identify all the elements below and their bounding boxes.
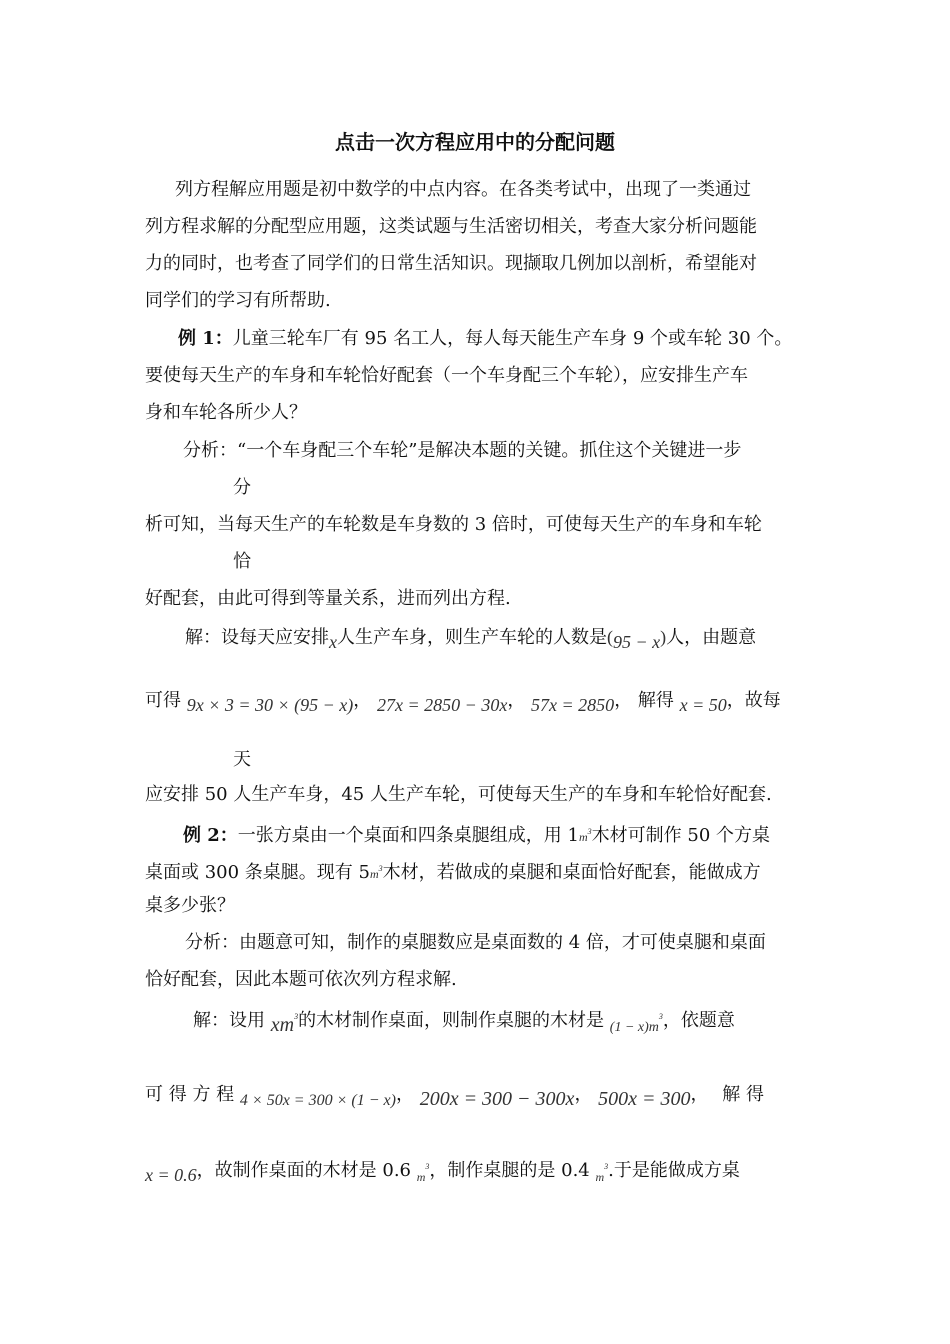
result-2-text-a: ，故制作桌面的木材是 0.6 <box>196 1160 411 1181</box>
example-1-text: 儿童三轮车厂有 95 名工人，每人每天能生产车身 9 个或车轮 30 个。 <box>232 328 793 349</box>
solve-word-1: 解得 <box>637 690 674 711</box>
result-2-text-c: .于是能做成方桌 <box>608 1160 740 1181</box>
example-2-solution-line <box>193 1005 735 1035</box>
example-1-colon: ： <box>214 328 233 349</box>
solution-1-text-b: 人生产车身，则生产车轮的人数是 <box>337 627 607 648</box>
equation-1c: 57x = 2850 <box>531 695 615 715</box>
solve-word-2: 解 得 <box>722 1084 765 1105</box>
equation-1-suffix: ，故每 <box>726 690 781 711</box>
comma-6: ， <box>690 1084 709 1105</box>
intro-line-3: 力的同时，也考查了同学们的日常生活知识。现撷取几例加以剖析，希望能对 <box>145 253 757 274</box>
example-2-line-2-b: 木材，若做成的桌腿和桌面恰好配套，能做成方 <box>382 862 761 883</box>
example-1-line-3: 身和车轮各所少人？ <box>145 402 307 423</box>
solution-1-text-a: 解：设每天应安排 <box>185 627 329 648</box>
intro-line-1: 列方程解应用题是初中数学的中点内容。在各类考试中，出现了一类通过 <box>175 179 751 200</box>
equation-1a: 9x × 3 = 30 × (95 − x) <box>186 695 354 715</box>
unit-m-1: m <box>578 830 588 844</box>
intro-line-4: 同学们的学习有所帮助. <box>145 290 331 311</box>
solution-2-expr-exp: 3 <box>658 1012 663 1021</box>
unit-m-4: m <box>595 1170 605 1184</box>
solution-1-expression: 95 − x <box>613 632 661 652</box>
unit-m-3: m <box>416 1170 426 1184</box>
solution-1-paren-open: ( <box>607 627 613 647</box>
example-1-equations-line <box>145 688 781 713</box>
equation-2-prefix: 可 得 方 程 <box>145 1084 235 1105</box>
example-1-solution-line <box>185 625 756 650</box>
solution-2-expression: (1 − x)m <box>609 1020 659 1035</box>
example-1-analysis-3: 好配套，由此可得到等量关系，进而列出方程. <box>145 588 511 609</box>
equation-2d: x = 0.6 <box>145 1165 197 1185</box>
solution-2-var-exp: 3 <box>294 1012 299 1021</box>
solution-2-text-b: 的木材制作桌面，则制作桌腿的木材是 <box>298 1010 605 1031</box>
unit-exp-3: 3 <box>425 1162 430 1171</box>
unit-exp-1: 3 <box>587 827 592 836</box>
example-2-colon: ： <box>219 825 238 846</box>
example-1-wrap-day: 天 <box>233 749 251 770</box>
example-1-line-2: 要使每天生产的车身和车轮恰好配套（一个车身配三个车轮），应安排生产车 <box>145 365 748 386</box>
example-2-line-3: 桌多少张？ <box>145 895 235 916</box>
example-1-analysis-wrap-1: 分 <box>233 477 251 498</box>
example-2-analysis-1: 分析：由题意可知，制作的桌腿数应是桌面数的 4 倍，才可使桌腿和桌面 <box>185 932 766 953</box>
unit-exp-4: 3 <box>604 1162 609 1171</box>
comma-4: ， <box>395 1084 414 1105</box>
equation-2a: 4 × 50x = 300 × (1 − x) <box>239 1092 396 1109</box>
example-2-line-1 <box>183 820 770 849</box>
unit-exp-2: 3 <box>378 864 383 873</box>
comma-5: ， <box>574 1084 593 1105</box>
example-2-text-b: 木材可制作 50 个方桌 <box>591 825 771 846</box>
example-2-text-a: 一张方桌由一个桌面和四条桌腿组成，用 1 <box>237 825 579 846</box>
example-1-label: 例 1 <box>178 328 215 349</box>
example-1-analysis-wrap-2: 恰 <box>233 551 251 572</box>
result-2-text-b: ，制作桌腿的是 0.4 <box>429 1160 590 1181</box>
example-2-label: 例 2 <box>183 825 220 846</box>
solution-1-paren-close: ) <box>660 627 667 647</box>
solution-1-var-x: x <box>329 632 337 652</box>
intro-line-2: 列方程求解的分配型应用题，这类试题与生活密切相关，考查大家分析问题能 <box>145 216 757 237</box>
unit-m-2: m <box>369 867 379 881</box>
example-1-line-1 <box>178 327 792 351</box>
comma-2: ， <box>507 690 526 711</box>
equation-1b: 27x = 2850 − 30x <box>377 695 508 715</box>
example-2-line-2 <box>145 857 761 886</box>
example-1-analysis-2: 析可知，当每天生产的车轮数是车身数的 3 倍时，可使每天生产的车身和车轮 <box>145 514 762 535</box>
example-1-analysis-1: 分析：“一个车身配三个车轮”是解决本题的关键。抓住这个关键进一步 <box>183 440 742 461</box>
solution-1-text-c: 人，由题意 <box>666 627 757 648</box>
comma-1: ， <box>353 690 372 711</box>
equation-2b: 200x = 300 − 300x <box>419 1088 575 1110</box>
solution-2-var: xm <box>270 1014 295 1036</box>
example-2-result-line <box>145 1155 740 1184</box>
example-2-analysis-2: 恰好配套，因此本题可依次列方程求解. <box>145 969 457 990</box>
solution-2-text-c: ，依题意 <box>662 1010 735 1031</box>
example-2-equations-line <box>145 1082 764 1108</box>
example-1-conclusion: 应安排 50 人生产车身，45 人生产车轮，可使每天生产的车身和车轮恰好配套. <box>145 784 772 805</box>
equation-2c: 500x = 300 <box>598 1088 691 1110</box>
page-title: 点击一次方程应用中的分配问题 <box>335 130 615 154</box>
equation-1d: x = 50 <box>679 695 727 715</box>
example-2-line-2-a: 桌面或 300 条桌腿。现有 5 <box>145 862 370 883</box>
comma-3: ， <box>614 690 633 711</box>
solution-2-text-a: 解：设用 <box>193 1010 265 1031</box>
equation-1-prefix: 可得 <box>145 690 181 711</box>
